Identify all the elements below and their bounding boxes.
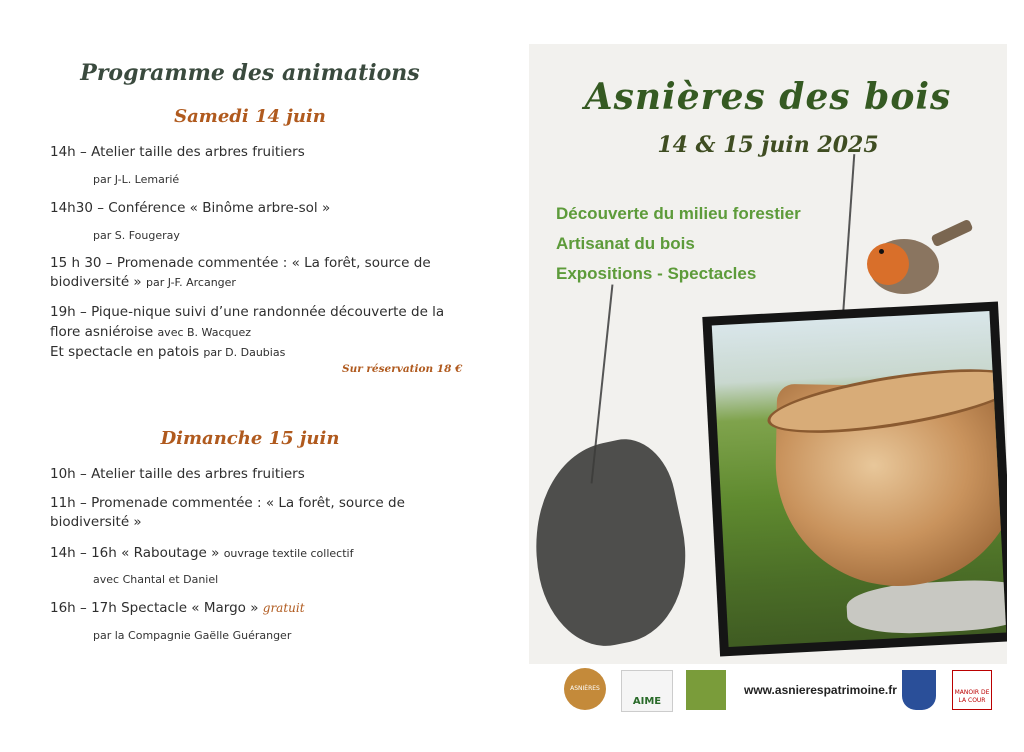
robin-image [859,227,954,302]
stone [846,577,1007,637]
activity-3: Expositions - Spectacles [556,264,757,283]
sat-item-4-cont: flore asniéroise [50,324,154,340]
poster-panel [529,44,1007,664]
sun-item-4 [50,600,305,616]
sat-item-2: 14h30 – Conférence « Binôme arbre-sol » [50,200,331,216]
sat-item-4-by: avec B. Wacquez [157,326,251,339]
sun-item-4-title: 16h – 17h Spectacle « Margo » [50,600,259,616]
sat-item-4-show-by: par D. Daubias [203,346,286,359]
website-link[interactable]: www.asnierespatrimoine.fr [744,683,897,697]
aime-logo: AIME [621,670,673,712]
sun-item-3-title: 14h – 16h « Raboutage » [50,545,220,561]
sat-item-1: 14h – Atelier taille des arbres fruitiers [50,144,305,160]
sat-item-1-by: par J-L. Lemarié [93,173,180,186]
sat-item-4-line2 [50,324,251,340]
sun-item-4-by: par la Compagnie Gaëlle Guéranger [93,629,292,642]
program-heading: Programme des animations [80,60,420,86]
poster-date: 14 & 15 juin 2025 [657,132,879,158]
poster-title: Asnières des bois [584,76,952,118]
plant-stem [841,154,856,334]
sun-item-2: 11h – Promenade commentée : « La forêt, source de [50,495,405,511]
reservation-note: Sur réservation 18 € [342,363,463,375]
activity-2: Artisanat du bois [556,234,695,253]
leaf-print-image [529,431,703,658]
program-panel [0,0,520,724]
sunday-title: Dimanche 15 juin [160,428,340,449]
sat-item-3-by: par J-F. Arcanger [145,276,236,289]
town-crest-logo [902,670,936,710]
partner-logo [686,670,726,710]
asnieres-patrimoine-logo: ASNIÈRES PATRIMOINE [564,668,606,710]
free-label: gratuit [262,601,305,615]
sat-item-4: 19h – Pique-nique suivi d’une randonnée découverte de la [50,304,445,320]
saturday-title: Samedi 14 juin [174,106,326,127]
sat-item-3: 15 h 30 – Promenade commentée : « La forêt, source de [50,255,431,271]
partner-footer [529,664,1007,734]
sun-item-3 [50,545,353,561]
activity-1: Découverte du milieu forestier [556,204,801,223]
sat-item-3-cont: biodiversité » [50,274,142,290]
sun-item-1: 10h – Atelier taille des arbres fruitiers [50,466,305,482]
sun-item-3-by: avec Chantal et Daniel [93,573,219,586]
sat-item-4-show: Et spectacle en patois [50,344,200,360]
manoir-logo: MANOIR DE LA COUR [952,670,992,710]
wooden-bowl-photo [702,301,1007,656]
sat-item-2-by: par S. Fougeray [93,229,180,242]
sun-item-2-line2: biodiversité » [50,514,142,530]
sat-item-4-line3 [50,344,285,360]
sun-item-3-desc: ouvrage textile collectif [223,547,354,560]
sat-item-3-line2 [50,274,236,290]
